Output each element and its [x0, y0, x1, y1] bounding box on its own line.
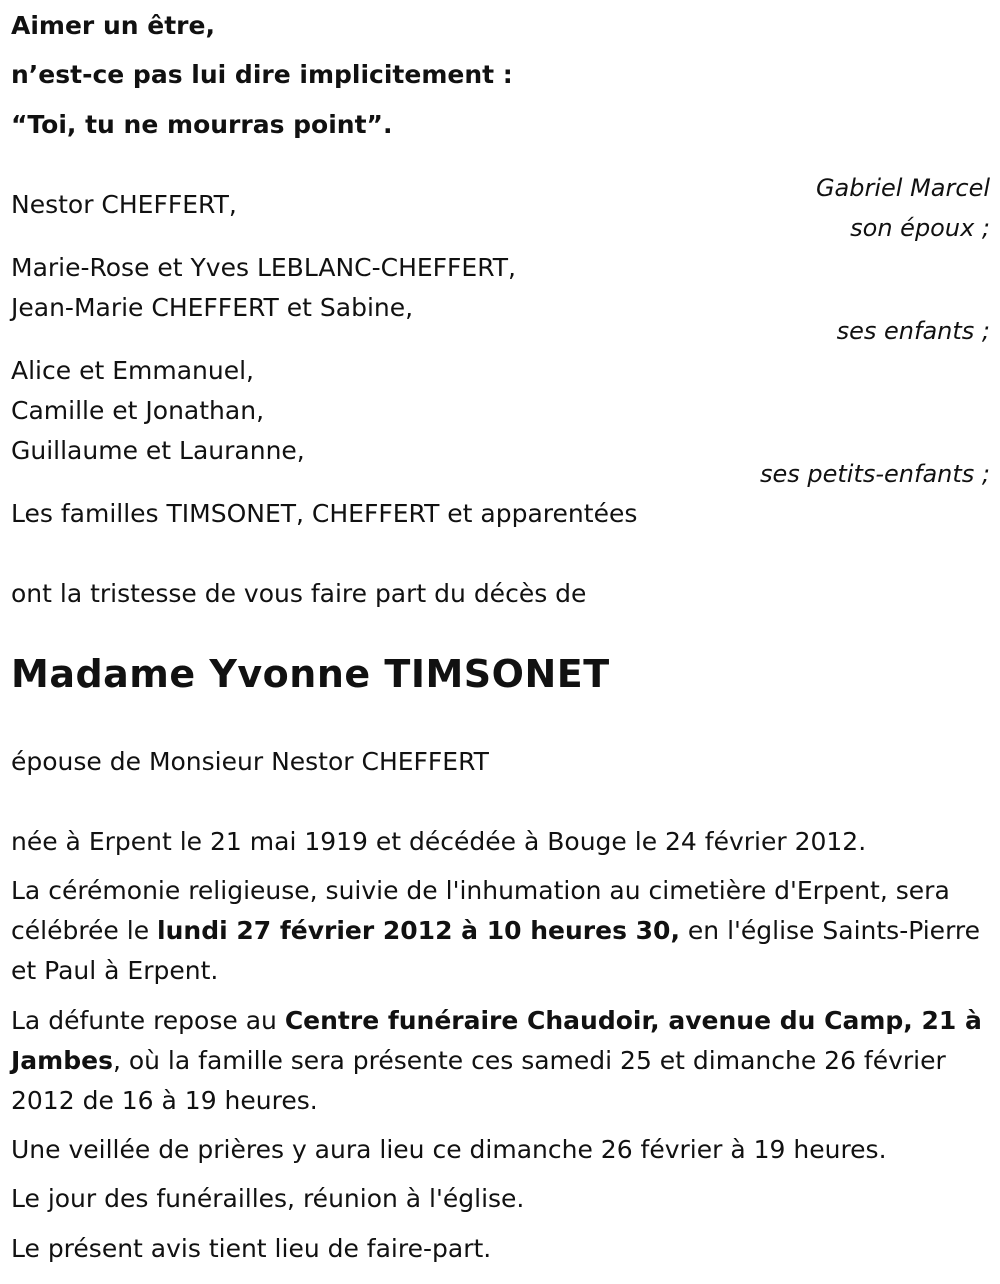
grandchild-1: Alice et Emmanuel,: [11, 356, 254, 385]
epigraph-line-1: Aimer un être,: [11, 11, 215, 40]
extended-families: Les familles TIMSONET, CHEFFERT et apparentées: [11, 499, 638, 528]
repose-paragraph: [11, 1001, 986, 1121]
ceremony-paragraph: [11, 871, 986, 991]
spouse-role: son époux ;: [850, 214, 990, 242]
repose-text-1: La défunte repose au: [11, 1006, 285, 1035]
funeral-day: Le jour des funérailles, réunion à l'église.: [11, 1184, 525, 1213]
spouse-name: Nestor CHEFFERT,: [11, 190, 237, 219]
epigraph-line-3: “Toi, tu ne mourras point”.: [11, 110, 393, 139]
spouse-of: épouse de Monsieur Nestor CHEFFERT: [11, 747, 489, 776]
birth-death: née à Erpent le 21 mai 1919 et décédée à Bouge le 24 février 2012.: [11, 827, 867, 856]
ceremony-date: lundi 27 février 2012 à 10 heures 30,: [157, 916, 680, 945]
epigraph-author: Gabriel Marcel: [815, 174, 990, 202]
children-role: ses enfants ;: [836, 317, 990, 345]
repose-text-2: , où la famille sera présente ces samedi 25 et dimanche 26 février 2012 de 16 à 19 heures.: [11, 1046, 946, 1115]
announcement-intro: ont la tristesse de vous faire part du décès de: [11, 579, 587, 608]
grandchildren-role: ses petits-enfants ;: [759, 460, 990, 488]
grandchild-2: Camille et Jonathan,: [11, 396, 265, 425]
notice-statement: Le présent avis tient lieu de faire-part.: [11, 1234, 492, 1263]
epigraph-line-2: n’est-ce pas lui dire implicitement :: [11, 60, 513, 89]
child-1: Marie-Rose et Yves LEBLANC-CHEFFERT,: [11, 253, 516, 282]
grandchild-3: Guillaume et Lauranne,: [11, 436, 305, 465]
vigil: Une veillée de prières y aura lieu ce dimanche 26 février à 19 heures.: [11, 1135, 887, 1164]
repose-location: Centre funéraire Chaudoir, avenue du Camp, 21 à Jambes: [11, 1006, 982, 1075]
ceremony-text-2: en l'église Saints-Pierre et Paul à Erpent.: [11, 916, 981, 985]
deceased-name: Madame Yvonne TIMSONET: [11, 652, 610, 696]
ceremony-text-1: La cérémonie religieuse, suivie de l'inhumation au cimetière d'Erpent, sera célébrée le: [11, 876, 950, 945]
child-2: Jean-Marie CHEFFERT et Sabine,: [11, 293, 414, 322]
